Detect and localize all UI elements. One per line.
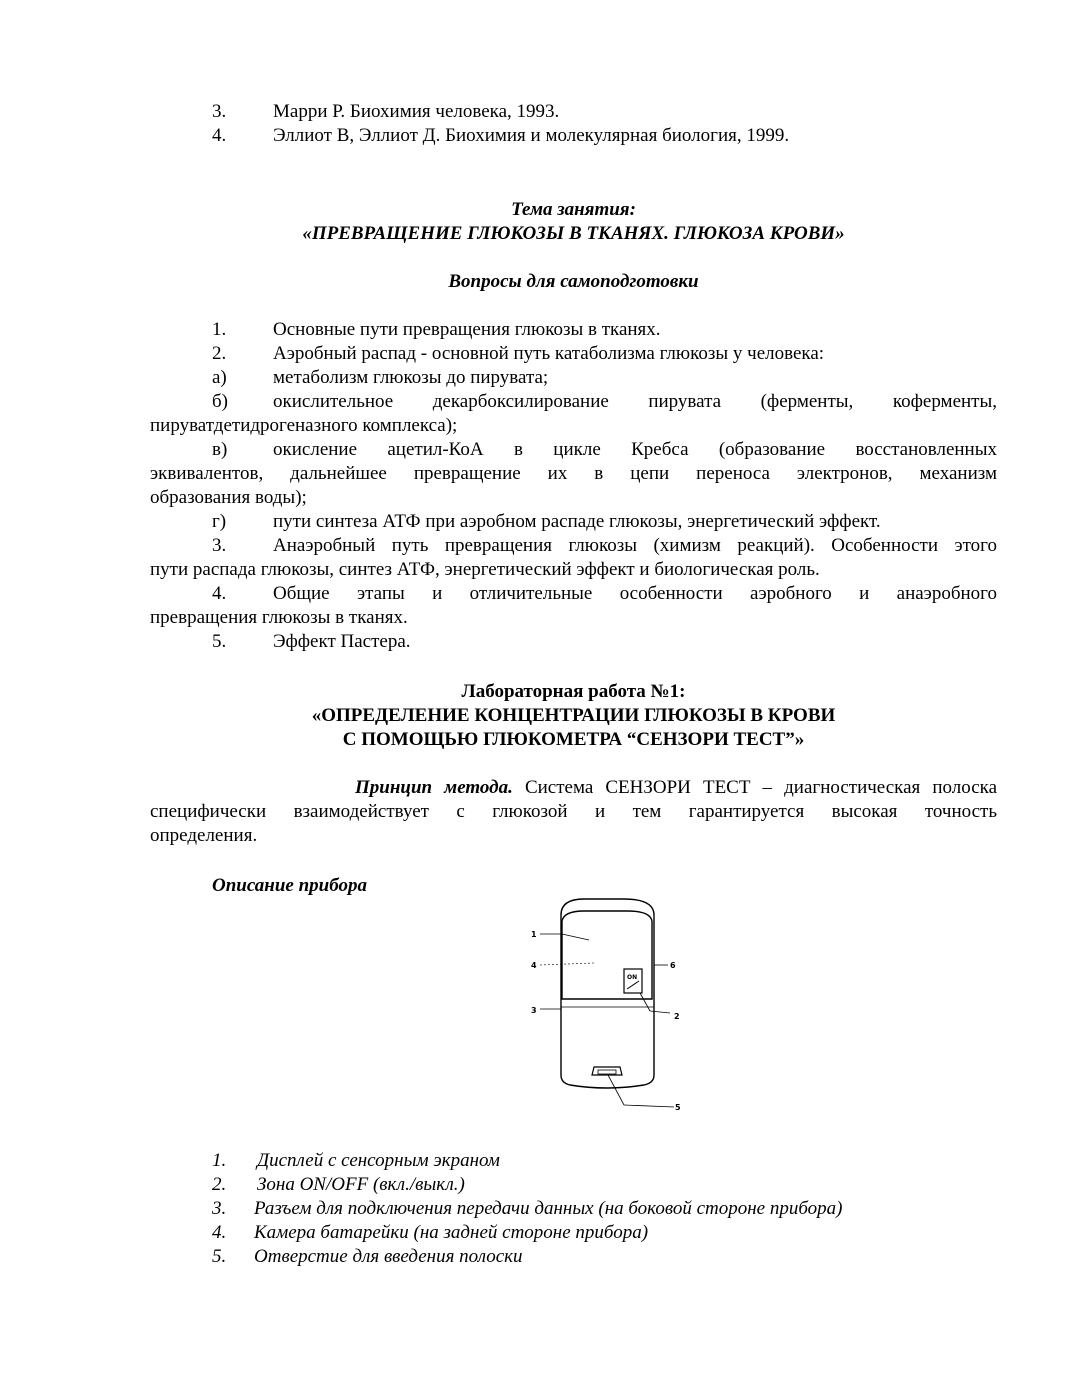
part-number: 2. <box>212 1174 227 1195</box>
question-text: Аэробный распад - основной путь катаболизма глюкозы у человека: <box>273 343 825 364</box>
glucometer-figure <box>524 895 684 1121</box>
callout-3: 3 <box>531 1006 537 1015</box>
questions-heading: Вопросы для самоподготовки <box>448 271 699 292</box>
question-number: 3. <box>212 535 227 556</box>
subitem-text: метаболизм глюкозы до пирувата; <box>273 367 549 388</box>
reference-number: 4. <box>212 125 227 146</box>
principle-paragraph-line1 <box>150 776 997 800</box>
reference-text: Марри Р. Биохимия человека, 1993. <box>273 101 560 122</box>
question-number: 5. <box>212 631 227 652</box>
part-text: Камера батарейки (на задней стороне прибора) <box>254 1222 649 1243</box>
subitem-letter: в) <box>212 439 228 460</box>
question-number: 4. <box>212 583 227 604</box>
principle-label: Принцип метода. <box>355 777 513 798</box>
question-continuation: пути распада глюкозы, синтез АТФ, энергетический эффект и биологическая роль. <box>150 559 820 580</box>
lab-label: Лабораторная работа №1: <box>461 681 686 702</box>
figure-background <box>524 895 684 1121</box>
callout-4: 4 <box>531 961 537 970</box>
principle-text: Система СЕНЗОРИ ТЕСТ – диагностическая полоска <box>524 777 998 798</box>
callout-2: 2 <box>674 1012 680 1021</box>
subitem-text: окисление ацетил-КоА в цикле Кребса (образование восстановленных <box>273 439 997 460</box>
lab-title-line1: «ОПРЕДЕЛЕНИЕ КОНЦЕНТРАЦИИ ГЛЮКОЗЫ В КРОВИ <box>311 705 836 726</box>
callout-6: 6 <box>670 961 676 970</box>
question-continuation: превращения глюкозы в тканях. <box>150 607 408 628</box>
question-text: Анаэробный путь превращения глюкозы (химизм реакций). Особенности этого <box>273 535 997 556</box>
on-off-label: ON <box>627 974 638 981</box>
principle-paragraph-line2: специфически взаимодействует с глюкозой и тем гарантируется высокая точность <box>150 801 997 822</box>
part-number: 4. <box>212 1222 227 1243</box>
subitem-letter: г) <box>212 511 227 532</box>
question-text: Общие этапы и отличительные особенности аэробного и анаэробного <box>273 583 997 604</box>
question-number: 2. <box>212 343 227 364</box>
part-text: Дисплей с сенсорным экраном <box>257 1150 500 1171</box>
subitem-continuation: пируватдетидрогеназного комплекса); <box>150 415 458 436</box>
part-number: 5. <box>212 1246 227 1267</box>
part-text: Разъем для подключения передачи данных (на боковой стороне прибора) <box>254 1198 843 1219</box>
subitem-continuation: эквивалентов, дальнейшее превращение их в цепи переноса электронов, механизм <box>150 463 997 484</box>
callout-1: 1 <box>531 930 537 939</box>
subitem-continuation: образования воды); <box>150 487 307 508</box>
question-number: 1. <box>212 319 227 340</box>
topic-label: Тема занятия: <box>511 199 636 220</box>
device-heading: Описание прибора <box>212 875 367 896</box>
question-text: Эффект Пастера. <box>273 631 411 652</box>
reference-number: 3. <box>212 101 227 122</box>
subitem-text: окислительное декарбоксилирование пирувата (ферменты, коферменты, <box>273 391 997 412</box>
topic-title: «ПРЕВРАЩЕНИЕ ГЛЮКОЗЫ В ТКАНЯХ. ГЛЮКОЗА КРОВИ» <box>302 223 845 244</box>
lab-title-line2: С ПОМОЩЬЮ ГЛЮКОМЕТРА “СЕНЗОРИ ТЕСТ”» <box>342 729 805 750</box>
callout-5: 5 <box>675 1103 681 1112</box>
part-text: Зона ON/OFF (вкл./выкл.) <box>257 1174 465 1195</box>
part-number: 1. <box>212 1150 227 1171</box>
reference-text: Эллиот В, Эллиот Д. Биохимия и молекулярная биология, 1999. <box>273 125 790 146</box>
subitem-letter: а) <box>212 367 227 388</box>
subitem-letter: б) <box>212 391 228 412</box>
part-number: 3. <box>212 1198 227 1219</box>
part-text: Отверстие для введения полоски <box>254 1246 523 1267</box>
principle-paragraph-line3: определения. <box>150 825 258 846</box>
question-text: Основные пути превращения глюкозы в тканях. <box>273 319 661 340</box>
subitem-text: пути синтеза АТФ при аэробном распаде глюкозы, энергетический эффект. <box>273 511 881 532</box>
